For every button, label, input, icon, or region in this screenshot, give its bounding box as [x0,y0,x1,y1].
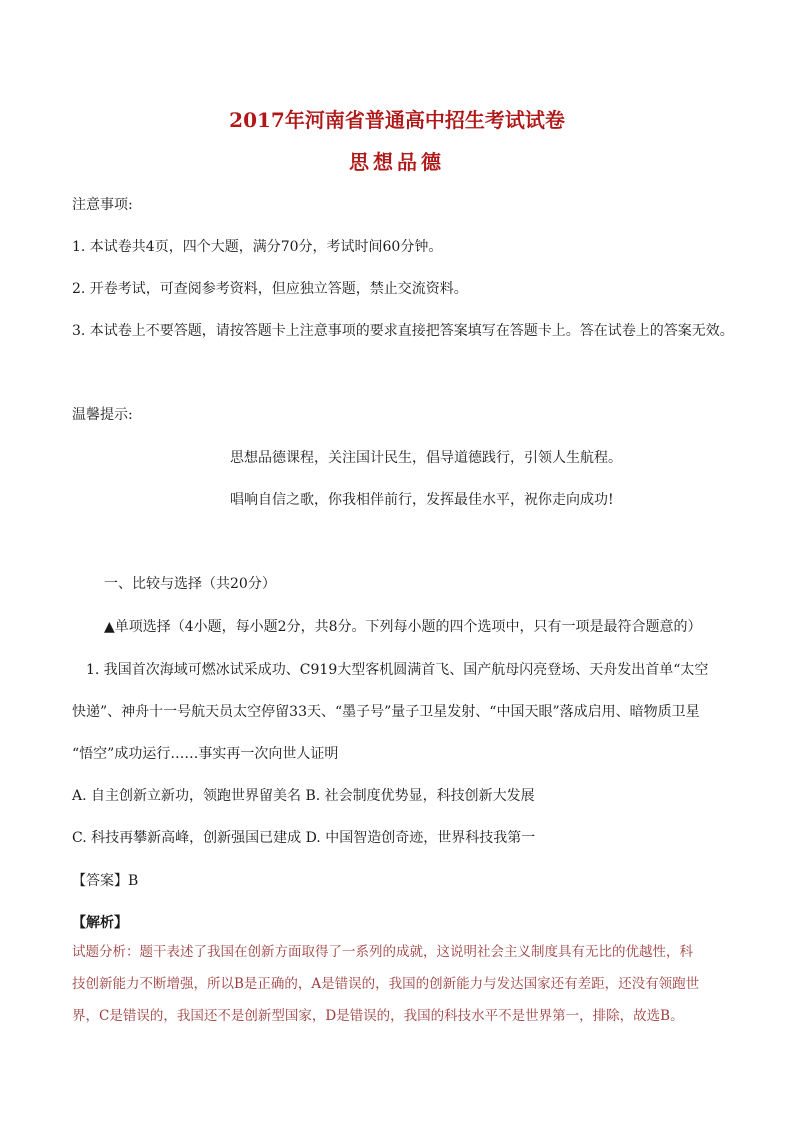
question-stem-line: 1. 我国首次海域可燃冰试采成功、C919大型客机圆满首飞、国产航母闪亮登场、天舟发出首单“太空 [86,662,709,678]
notice-item: 1. 本试卷共4页，四个大题，满分70分，考试时间60分钟。 [72,239,443,255]
notice-heading: 注意事项: [72,197,133,213]
analysis-heading: 【解析】 [72,915,128,931]
question-stem-line: “悟空”成功运行……事实再一次向世人证明 [72,746,339,762]
option-line: A. 自主创新立新功，领跑世界留美名 B. 社会制度优势显，科技创新大发展 [72,788,535,804]
exam-title: 2017年河南省普通高中招生考试试卷 [229,108,565,132]
section-instruction: ▲单项选择（4小题，每小题2分，共8分。下列每小题的四个选项中，只有一项是最符合题意的） [104,619,702,635]
analysis-line: 界，C是错误的，我国还不是创新型国家，D是错误的，我国的科技水平不是世界第一，排除，故选B。 [72,1008,684,1024]
question-stem-line: 快递”、神舟十一号航天员太空停留33天、“墨子号”量子卫星发射、“中国天眼”落成启用、暗物质卫星 [72,704,700,720]
tip-line: 思想品德课程，关注国计民生，倡导道德践行，引领人生航程。 [230,450,622,466]
tip-line: 唱响自信之歌，你我相伴前行，发挥最佳水平，祝你走向成功! [230,492,614,508]
tip-heading: 温馨提示: [72,407,133,423]
analysis-line: 试题分析：题干表述了我国在创新方面取得了一系列的成就，这说明社会主义制度具有无比的优越性，科 [72,944,693,960]
subject-title: 思想品德 [349,150,445,174]
analysis-line: 技创新能力不断增强，所以B是正确的，A是错误的，我国的创新能力与发达国家还有差距，还没有领跑世 [72,976,700,992]
option-line: C. 科技再攀新高峰，创新强国已建成 D. 中国智造创奇迹，世界科技我第一 [72,830,536,846]
section-heading: 一、比较与选择（共20分） [104,576,276,592]
notice-item: 3. 本试卷上不要答题，请按答题卡上注意事项的要求直接把答案填写在答题卡上。答在试卷上的答案无效。 [72,323,734,339]
notice-item: 2. 开卷考试，可查阅参考资料，但应独立答题，禁止交流资料。 [72,281,468,297]
answer: 【答案】B [72,873,139,889]
